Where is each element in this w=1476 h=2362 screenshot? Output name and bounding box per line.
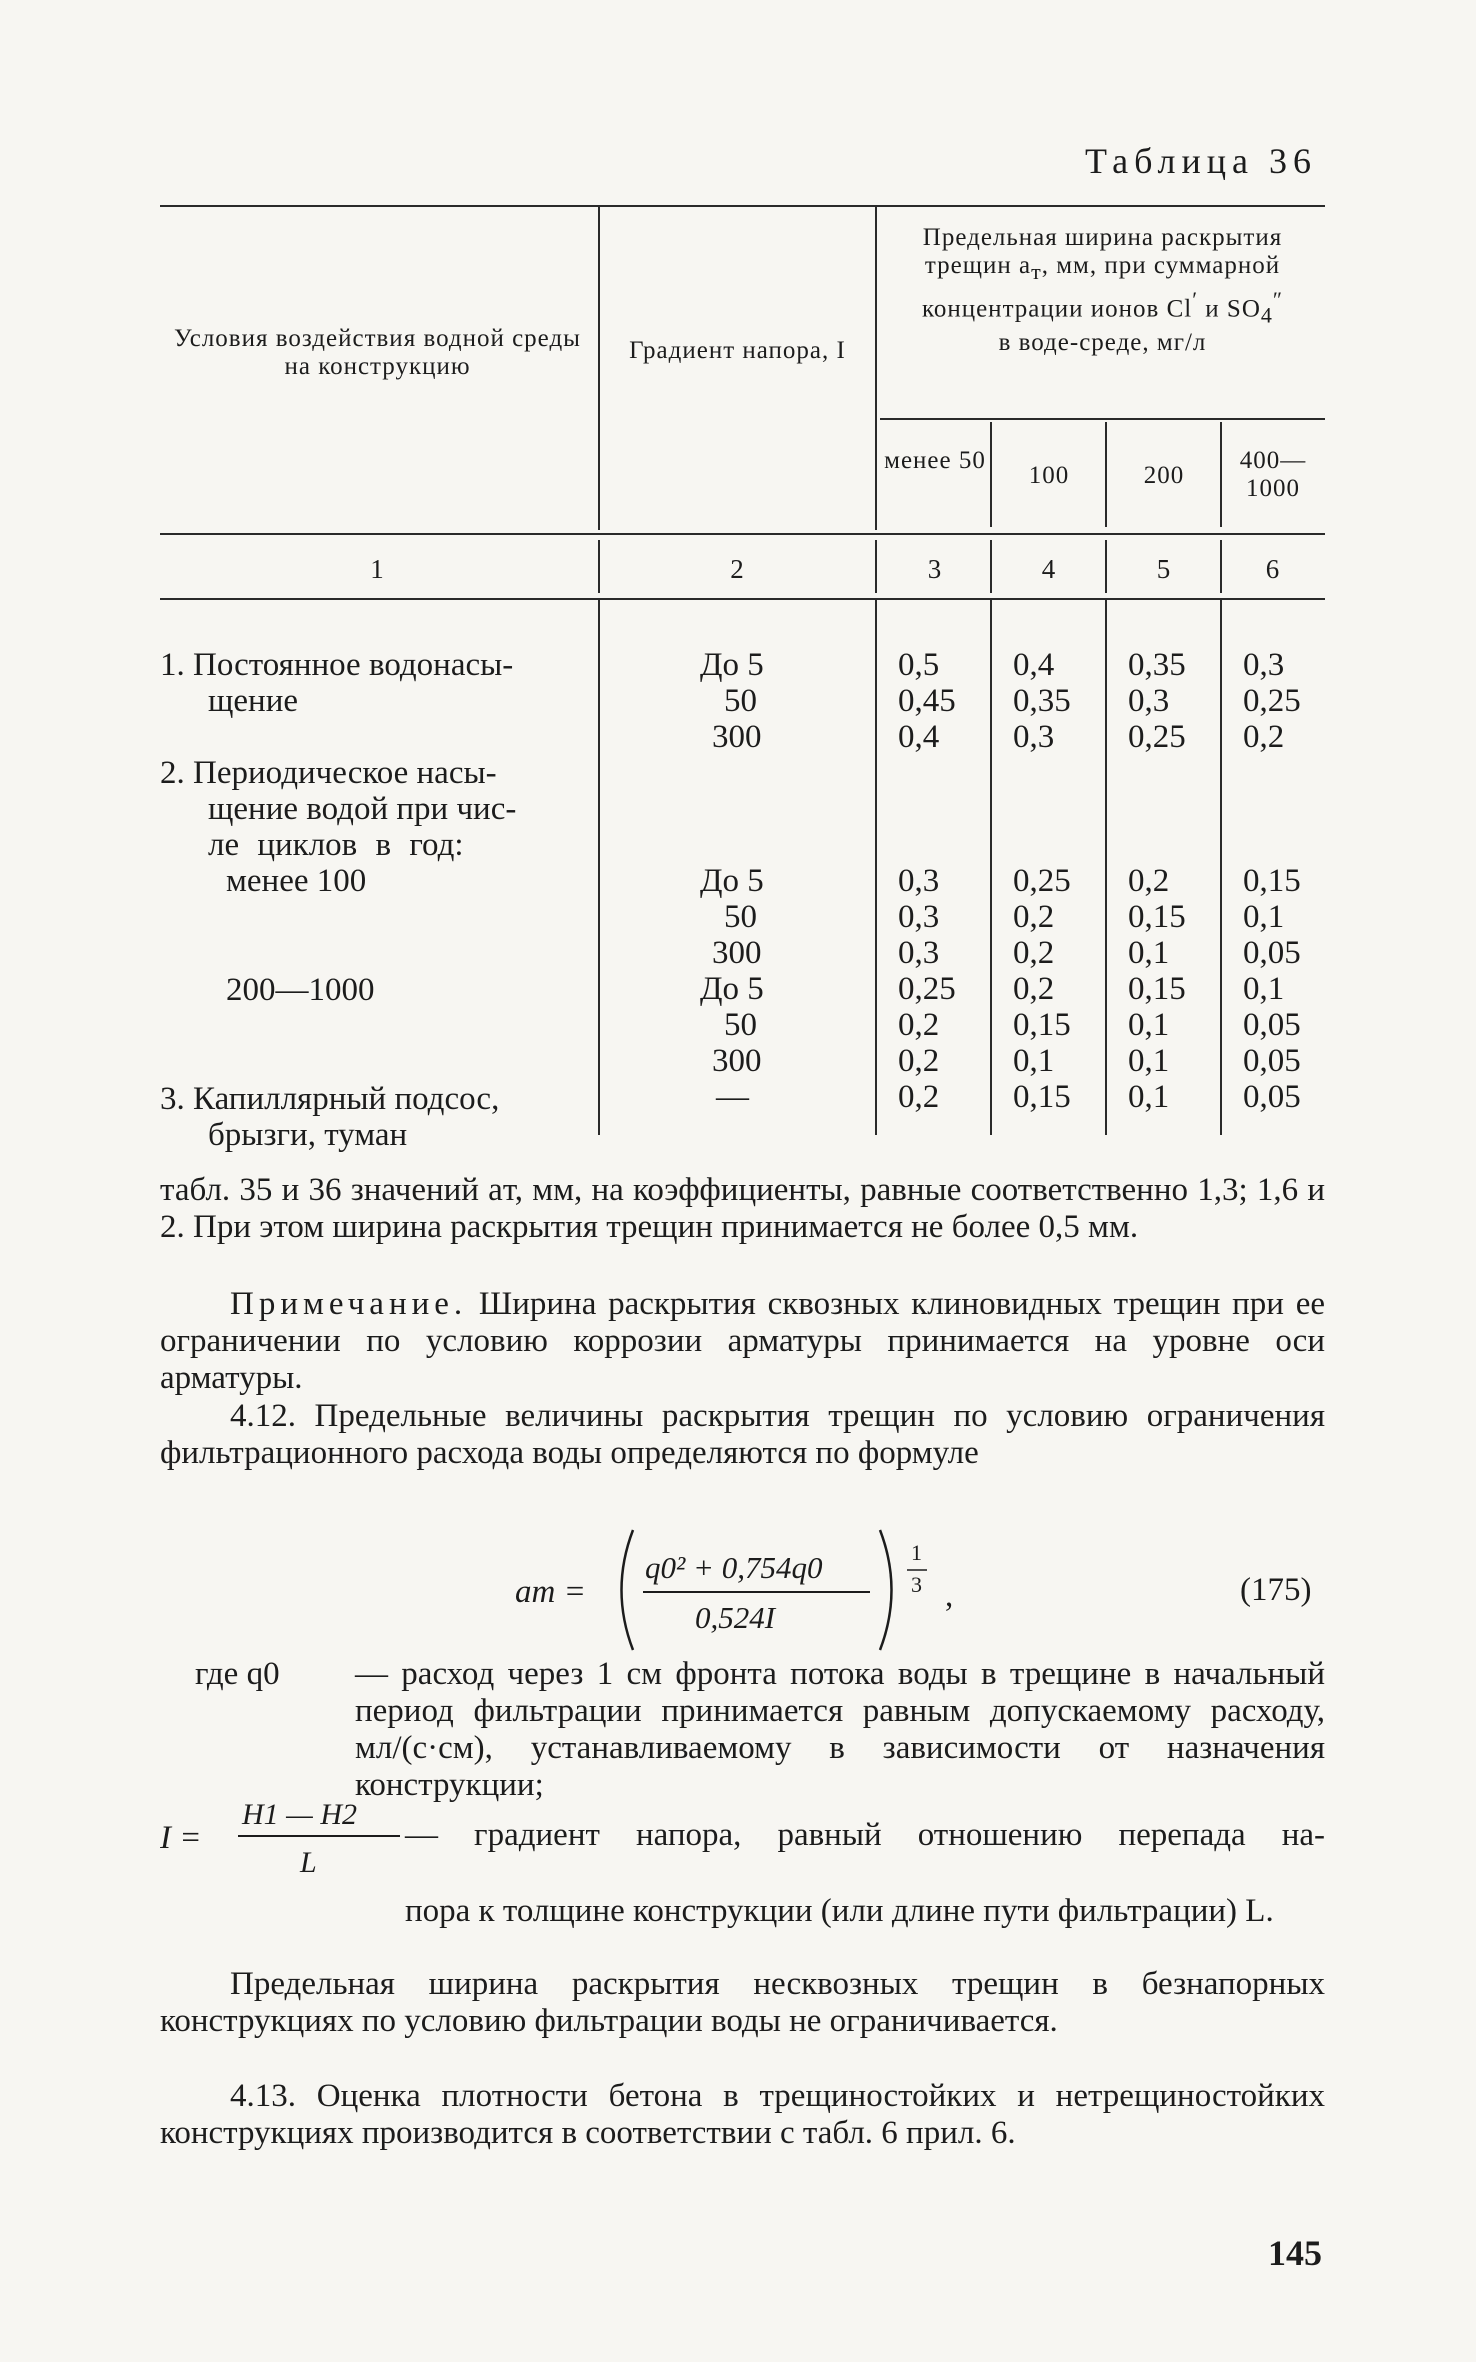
condition-line: 1. Постоянное водонасы-	[160, 647, 514, 683]
gradient-cell: —	[716, 1079, 749, 1115]
header-sub-1: менее 50	[884, 447, 986, 474]
table-top-rule	[160, 205, 1325, 207]
formula-comma: ,	[945, 1578, 954, 1614]
value-cell: 0,05	[1243, 1079, 1301, 1115]
right-paren	[880, 1530, 892, 1650]
gradient-cell: 300	[712, 935, 762, 971]
table-divider-1b	[598, 540, 600, 593]
table-divider-1	[598, 205, 600, 530]
value-cell: 0,15	[1013, 1079, 1071, 1115]
gradient-group-1	[700, 647, 830, 755]
value-cell: 0,4	[898, 719, 940, 755]
value-cell: 0,1	[1128, 1079, 1170, 1115]
note-body: Ширина раскрытия сквозных клиновидных трещин при ее ограничении по условию коррозии арматуры принимается на уровне оси арматуры.	[160, 1286, 1325, 1396]
value-cell: 0,05	[1243, 935, 1301, 971]
values-col-5a	[1128, 647, 1186, 755]
formula-i	[160, 1790, 430, 1905]
value-cell: 0,1	[1243, 899, 1285, 935]
gradient-cell: 300	[712, 719, 762, 755]
where-label: где q0	[195, 1656, 280, 1692]
gradient-cell: 50	[724, 683, 757, 719]
col-number-1: 1	[370, 554, 385, 584]
header-conditions: Условия воздействия водной среды на конструкцию	[174, 325, 581, 380]
value-cell: 0,15	[1128, 971, 1186, 1007]
left-paren	[622, 1530, 634, 1650]
table-divider-2	[875, 205, 877, 530]
header-sub-4: 400—1000	[1239, 447, 1307, 502]
col-number-2: 2	[730, 554, 745, 584]
formula-175-svg	[515, 1520, 1155, 1660]
value-cell: 0,2	[1128, 863, 1170, 899]
paragraph-note	[160, 1286, 1325, 1397]
values-col-3a	[898, 647, 956, 755]
value-cell: 0,1	[1013, 1043, 1055, 1079]
formula-lhs: aт =	[515, 1574, 586, 1610]
note-label: Примечание.	[230, 1286, 468, 1322]
value-cell: 0,4	[1013, 647, 1055, 683]
values-col-4a	[1013, 647, 1071, 755]
value-cell: 0,2	[898, 1079, 940, 1115]
table-divider-2b	[875, 540, 877, 593]
i-desc-line1: — градиент напора, равный отношению перепада на-	[405, 1817, 1325, 1853]
value-cell: 0,25	[1243, 683, 1301, 719]
table-divider-1c	[598, 600, 600, 1135]
table-divider-4b	[1105, 540, 1107, 593]
formula-175	[515, 1520, 1155, 1669]
value-cell: 0,2	[898, 1043, 940, 1079]
formula-number: (175)	[1240, 1572, 1312, 1608]
value-cell: 0,3	[1243, 647, 1285, 683]
value-cell: 0,2	[1243, 719, 1285, 755]
value-cell: 0,2	[1013, 971, 1055, 1007]
paragraph-4-13: 4.13. Оценка плотности бетона в трещиностойких и нетрещиностойких конструкциях производится в соответствии с табл. 6 прил. 6.	[160, 2078, 1325, 2151]
value-cell: 0,35	[1128, 647, 1186, 683]
value-cell: 0,2	[1013, 899, 1055, 935]
value-cell: 0,3	[898, 899, 940, 935]
value-cell: 0,2	[1013, 935, 1055, 971]
condition-line: щение	[208, 683, 299, 719]
header-sub-3: 200	[1143, 462, 1185, 489]
gradient-cell: До 5	[700, 971, 764, 1007]
value-cell: 0,05	[1243, 1007, 1301, 1043]
condition-line: ле циклов в год:	[208, 827, 464, 863]
condition-line: брызги, туман	[208, 1117, 408, 1153]
value-cell: 0,25	[898, 971, 956, 1007]
gradient-cell: 50	[724, 1007, 757, 1043]
header-gradient: Градиент напора, I	[629, 337, 846, 364]
table-header-rule	[160, 533, 1325, 535]
values-col-4b	[1013, 863, 1071, 1115]
value-cell: 0,45	[898, 683, 956, 719]
paragraph-4-12: 4.12. Предельные величины раскрытия трещин по условию ограничения фильтрационного расхода воды определяются по формуле	[160, 1398, 1325, 1471]
value-cell: 0,3	[898, 863, 940, 899]
page-number: 145	[1268, 2233, 1322, 2273]
col-number-5: 5	[1156, 554, 1172, 584]
value-cell: 0,2	[898, 1007, 940, 1043]
table-divider-3b	[990, 540, 992, 593]
value-cell: 0,3	[1013, 719, 1055, 755]
col-number-6: 6	[1265, 554, 1281, 584]
condition-line: 200—1000	[226, 972, 375, 1008]
table-divider-3	[990, 422, 992, 527]
header-sub-2: 100	[1028, 462, 1070, 489]
value-cell: 0,1	[1128, 1043, 1170, 1079]
table-divider-5c	[1220, 600, 1222, 1135]
value-cell: 0,1	[1243, 971, 1285, 1007]
table-divider-5b	[1220, 540, 1222, 593]
gradient-cell: До 5	[700, 863, 764, 899]
value-cell: 0,1	[1128, 1007, 1170, 1043]
formula-numerator: q0² + 0,754q0	[645, 1550, 823, 1585]
paragraph-coefficients: табл. 35 и 36 значений aт, мм, на коэффициенты, равные соответственно 1,3; 1,6 и 2. При этом ширина раскрытия трещин принимается не более 0,5 мм.	[160, 1172, 1325, 1245]
value-cell: 0,5	[898, 647, 940, 683]
table-divider-4	[1105, 422, 1107, 527]
where-q0-desc: — расход через 1 см фронта потока воды в трещине в начальный период фильтрации принимается равным допускаемому расходу, мл/(с·см), устанавливаемому в зависимости от назначения конструкции;	[355, 1656, 1325, 1803]
value-cell: 0,3	[1128, 683, 1170, 719]
value-cell: 0,15	[1128, 899, 1186, 935]
value-cell: 0,25	[1128, 719, 1186, 755]
condition-line: щение водой при чис-	[208, 791, 517, 827]
col-number-4: 4	[1041, 554, 1057, 584]
values-col-6b	[1243, 863, 1301, 1115]
table-divider-5	[1220, 422, 1222, 527]
paragraph-nonthrough: Предельная ширина раскрытия несквозных трещин в безнапорных конструкциях по условию фильтрации воды не ограничивается.	[160, 1966, 1325, 2039]
i-numerator: H1 — H2	[242, 1798, 358, 1831]
value-cell: 0,25	[1013, 863, 1071, 899]
table-divider-4c	[1105, 600, 1107, 1135]
col-number-3: 3	[927, 554, 943, 584]
formula-denominator: 0,524I	[695, 1600, 776, 1635]
formula-i-svg	[160, 1790, 430, 1900]
exponent-numerator: 1	[911, 1540, 922, 1565]
header-group: Предельная ширина раскрытия трещин $a_т$, мм, при суммарной концентрации ионов Cl′ и $SO_4''$ в воде-среде, мг/л	[921, 224, 1284, 357]
gradient-cell: 50	[724, 899, 757, 935]
values-col-5b	[1128, 863, 1186, 1115]
condition-line: менее 100	[226, 863, 367, 899]
value-cell: 0,15	[1243, 863, 1301, 899]
value-cell: 0,3	[898, 935, 940, 971]
value-cell: 0,35	[1013, 683, 1071, 719]
values-col-6a	[1243, 647, 1301, 755]
table-caption: Таблица 36	[1085, 141, 1317, 181]
value-cell: 0,1	[1128, 935, 1170, 971]
condition-line: 3. Капиллярный подсос,	[160, 1081, 500, 1117]
values-col-3b	[898, 863, 956, 1115]
value-cell: 0,05	[1243, 1043, 1301, 1079]
gradient-cell: До 5	[700, 647, 764, 683]
value-cell: 0,15	[1013, 1007, 1071, 1043]
table-divider-2c	[875, 600, 877, 1135]
table-divider-3c	[990, 600, 992, 1135]
condition-line: 2. Периодическое насы-	[160, 755, 497, 791]
exponent-denominator: 3	[911, 1572, 922, 1597]
i-lhs: I =	[160, 1820, 202, 1856]
i-denominator: L	[300, 1846, 317, 1879]
gradient-cell: 300	[712, 1043, 762, 1079]
table-group-rule	[880, 418, 1325, 420]
gradient-group-2	[700, 863, 830, 1115]
i-desc-line2: пора к толщине конструкции (или длине пути фильтрации) L.	[405, 1893, 1274, 1929]
table-number-rule	[160, 598, 1325, 600]
